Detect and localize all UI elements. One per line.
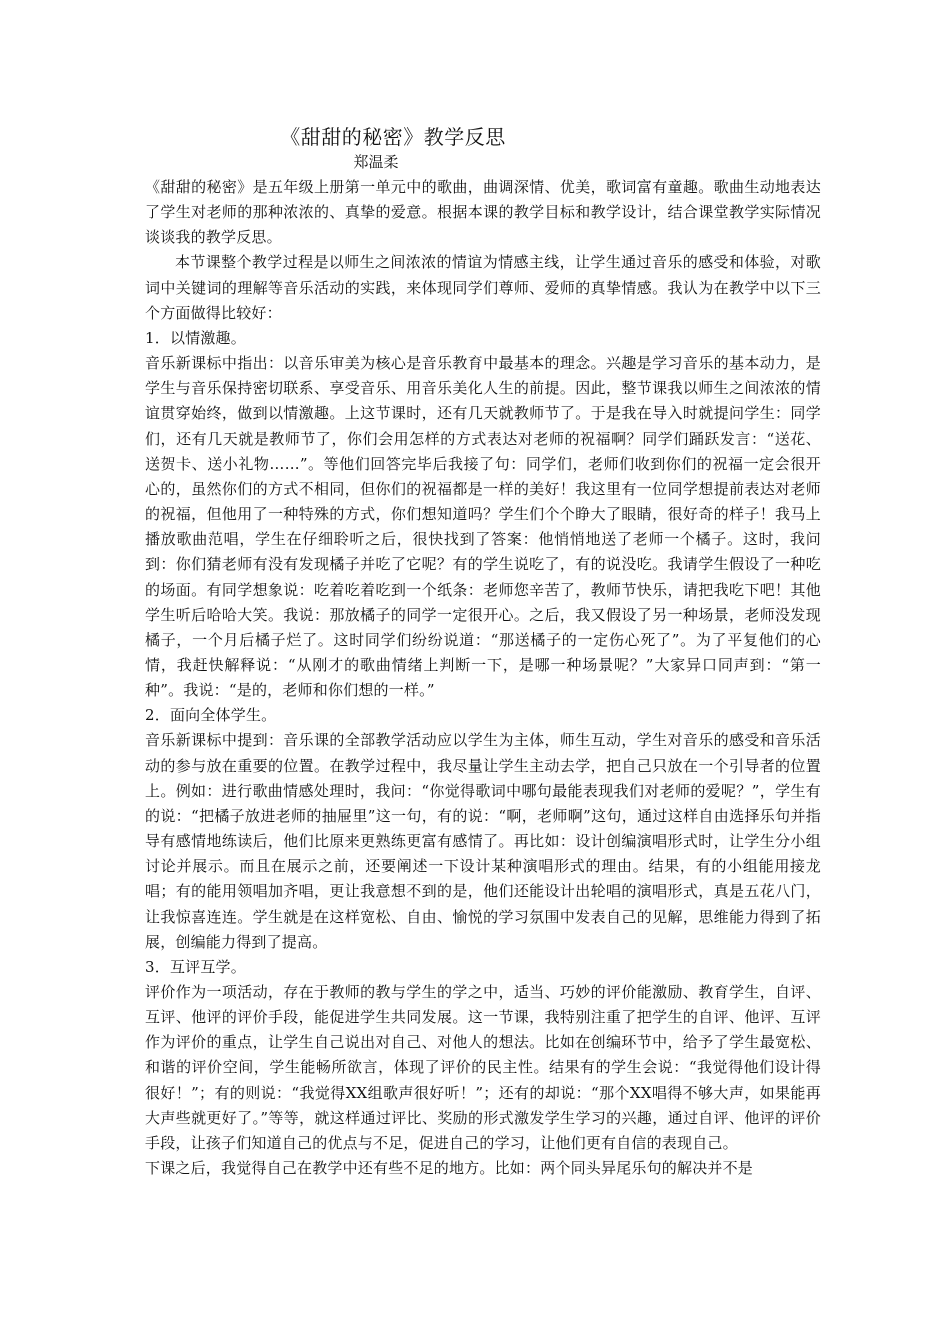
author-name: 郑温柔 (353, 153, 399, 171)
paragraph-section-3: 评价作为一项活动，存在于教师的教与学生的学之中，适当、巧妙的评价能激励、教育学生，自评、互评、他评的评价手段，能促进学生共同发展。这一节课，我特别注重了把学生的自评、他评、互评作为评价的重点，让学生自己说出对自己、对他人的想法。比如在创编环节中，给予了学生最宽松、和谐的评价空间，学生能畅所欲言，体现了评价的民主性。结果有的学生会说：“我觉得他们设计得很好！”；有的则说：“我觉得XX组歌声很好听！”；还有的却说：“那个XX唱得不够大声，如果能再大声些就更好了。”等等，就这样通过评比、奖励的形式激发学生学习的兴趣，通过自评、他评的评价手段，让孩子们知道自己的优点与不足，促进自己的学习，让他们更有自信的表现自己。 (145, 983, 821, 1152)
document-body (145, 175, 821, 1181)
section-heading-2: 2．面向全体学生。 (145, 706, 277, 725)
paragraph-section-2: 音乐新课标中提到：音乐课的全部教学活动应以学生为主体，师生互动，学生对音乐的感受和音乐活动的参与放在重要的位置。在教学过程中，我尽量让学生主动去学，把自己只放在一个引导者的位置上。例如：进行歌曲情感处理时，我问：“你觉得歌词中哪句最能表现我们对老师的爱呢？”，学生有的说：“把橘子放进老师的抽屉里”这一句，有的说：“啊，老师啊”这句，通过这样自由选择乐句并指导有感情地练读后，他们比原来更熟练更富有感情了。再比如：设计创编演唱形式时，让学生分小组讨论并展示。而且在展示之前，还要阐述一下设计某种演唱形式的理由。结果，有的小组能用接龙唱；有的能用领唱加齐唱，更让我意想不到的是，他们还能设计出轮唱的演唱形式，真是五花八门，让我惊喜连连。学生就是在这样宽松、自由、愉悦的学习氛围中发表自己的见解，思维能力得到了拓展，创编能力得到了提高。 (145, 731, 821, 951)
section-heading-1: 1．以情激趣。 (145, 328, 246, 347)
paragraph-closing: 下课之后，我觉得自己在教学中还有些不足的地方。比如：两个同头异尾乐句的解决并不是 (145, 1159, 754, 1178)
paragraph-section-1: 音乐新课标中指出：以音乐审美为核心是音乐教育中最基本的理念。兴趣是学习音乐的基本动力，是学生与音乐保持密切联系、享受音乐、用音乐美化人生的前提。因此，整节课我以师生之间浓浓的情谊贯穿始终，做到以情激趣。上这节课时，还有几天就教师节了。于是我在导入时就提问学生：同学们，还有几天就是教师节了，你们会用怎样的方式表达对老师的祝福啊？同学们踊跃发言：“送花、送贺卡、送小礼物……”。等他们回答完毕后我接了句：同学们，老师们收到你们的祝福一定会很开心的，虽然你们的方式不相同，但你们的祝福都是一样的美好！我这里有一位同学想提前表达对老师的祝福，但他用了一种特殊的方式，你们想知道吗？学生们个个睁大了眼睛，很好奇的样子！我马上播放歌曲范唱，学生在仔细聆听之后，很快找到了答案：他悄悄地送了老师一个橘子。这时，我问到：你们猜老师有没有发现橘子并吃了它呢？有的学生说吃了，有的说没吃。我请学生假设了一种吃的场面。有同学想象说：吃着吃着吃到一个纸条：老师您辛苦了，教师节快乐，请把我吃下吧！其他学生听后哈哈大笑。我说：那放橘子的同学一定很开心。之后，我又假设了另一种场景，老师没发现橘子，一个月后橘子烂了。这时同学们纷纷说道：“那送橘子的一定伤心死了”。为了平复他们的心情，我赶快解释说：“从刚才的歌曲情绪上判断一下，是哪一种场景呢？”大家异口同声到：“第一种”。我说：“是的，老师和你们想的一样。” (145, 354, 821, 700)
paragraph-overview: 本节课整个教学过程是以师生之间浓浓的情谊为情感主线，让学生通过音乐的感受和体验，对歌词中关键词的理解等音乐活动的实践，来体现同学们尊师、爱师的真挚情感。我认为在教学中以下三个方面做得比较好： (145, 253, 821, 322)
document-title: 《甜甜的秘密》教学反思 (280, 125, 506, 149)
paragraph-intro: 《甜甜的秘密》是五年级上册第一单元中的歌曲，曲调深情、优美，歌词富有童趣。歌曲生动地表达了学生对老师的那种浓浓的、真挚的爱意。根据本课的教学目标和教学设计，结合课堂教学实际情况谈谈我的教学反思。 (145, 178, 821, 247)
section-heading-3: 3．互评互学。 (145, 957, 246, 976)
